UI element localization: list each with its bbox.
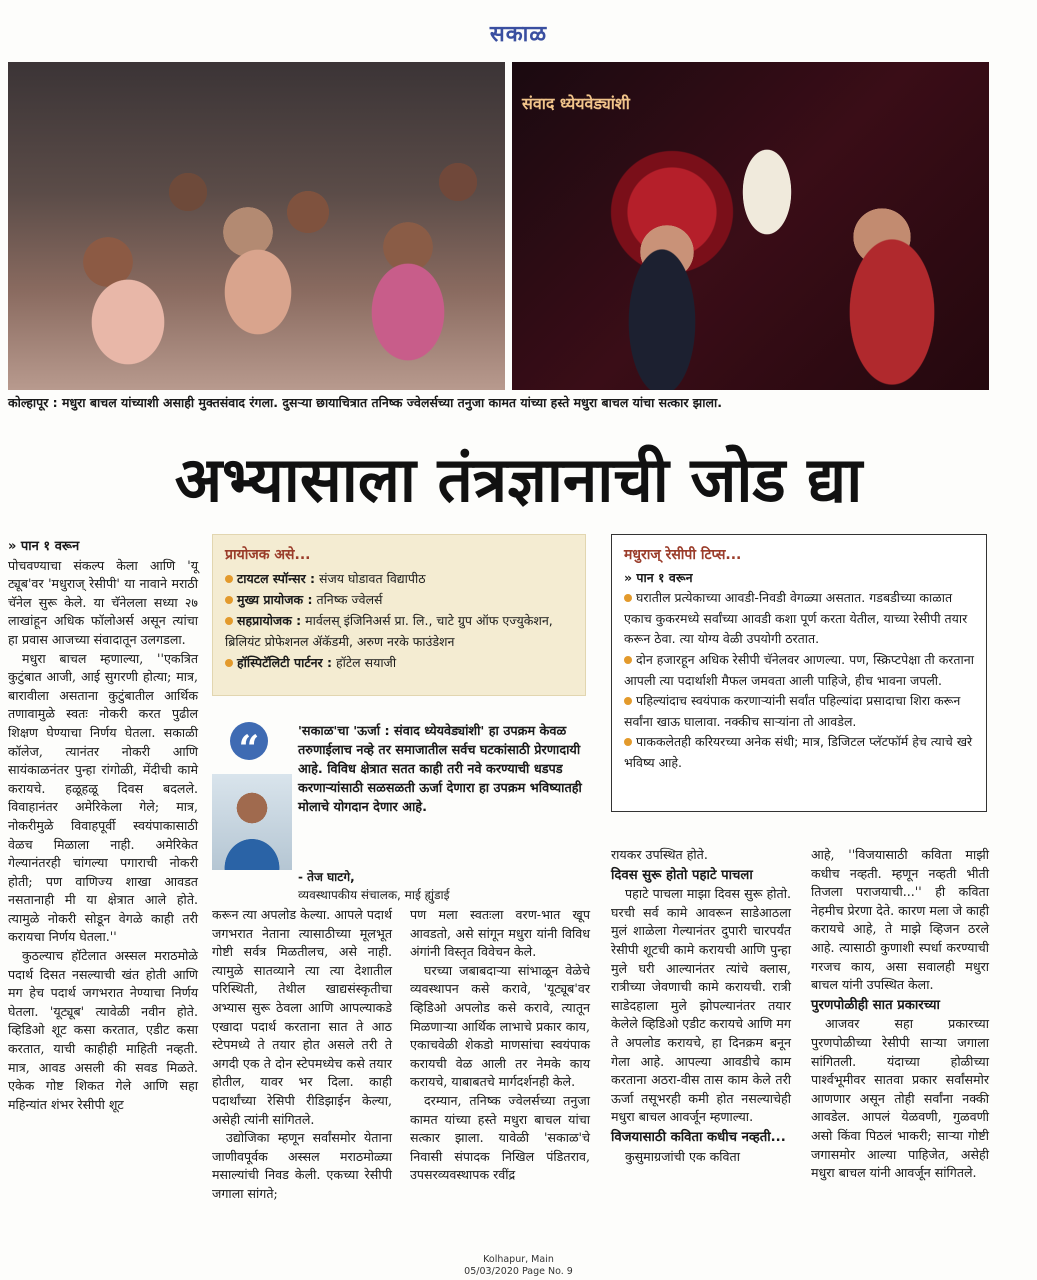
tips-title: मधुराज् रेसीपी टिप्स...: [624, 547, 742, 563]
subheading: दिवस सुरू होतो पहाटे पाचला: [611, 867, 753, 883]
subheading: पुरणपोळीही सात प्रकारच्या: [811, 997, 940, 1013]
date-page-label: 05/03/2020 Page No. 9: [464, 1266, 573, 1277]
bullet-icon: [225, 617, 233, 625]
quote-author: [298, 868, 588, 904]
continued-from-label: » पान १ वरून: [8, 539, 80, 554]
bullet-icon: [225, 575, 233, 583]
page-footer: [0, 1254, 1037, 1278]
sponsor-item: मुख्य प्रायोजक : तनिष्क ज्वेलर्स: [225, 589, 573, 610]
continued-from-label: » पान १ वरून: [624, 569, 693, 585]
paragraph: करून त्या अपलोड केल्या. आपले पदार्थ जगभरात नेताना त्यासाठीच्या मूलभूत गोष्टी सर्वत्र मिळतीलच, असे नाही. त्यामुळे सातव्यानेे त्या त्या देशातील परिस्थिती, तेथील खाद्यसंस्कृतीचा अभ्यास सुरू ठेवला आणि आपल्याकडे एखादा पदार्थ करताना सात ते आठ स्टेपमध्ये ते तयार होत असले तरी ते अगदी एक ते दोन स्टेपमध्येच कसे तयार होतील, यावर भर दिला. काही पदार्थांच्या रेसिपी रीडिझाईन केल्या, असेही त्यांनी सांगितले.: [212, 907, 392, 1127]
bullet-icon: [624, 738, 632, 746]
paragraph: दरम्यान, तनिष्क ज्वेलर्सच्या तनुजा कामत यांच्या हस्ते मधुरा बाचल यांचा सत्कार झाला. यावेळी 'सकाळ'चे निवासी संपादक निखिल पंडितराव, उपसरव्यवस्थापक रवींद्र: [410, 1092, 590, 1183]
quote-mark-icon: “: [230, 722, 268, 760]
bullet-icon: [225, 659, 233, 667]
paragraph: मधुरा बाचल म्हणाल्या, ''एकत्रित कुटुंबात आजी, आई सुगरणी होत्या; मात्र, बारावीला असताना कुटुंबातील आर्थिक तणावामुळे स्वतः नोकरी करत पुढील शिक्षण घेण्याचा निर्णय घेतला. सकाळी कॉलेज, त्यानंतर नोकरी आणि सायंकाळनंतर पुन्हा रांगोळी, मेंदीची कामे करायचे. हळूहळू दिवस बदलले. विवाहानंतर अमेरिकेला गेले; मात्र, नोकरीमुळे विवाहपूर्वी स्वयंपाकासाठी वेळच मिळाला नाही. अमेरिकेत गेल्यानंतरही चांगल्या पगाराची नोकरी होती; पण वाणिज्य शाखा आवडत नसतानाही मी या क्षेत्रात आले होते. त्यामुळे नोकरी सोडून वेगळे काही तरी करायचा निर्णय घेतला.'': [8, 650, 198, 945]
article-headline: अभ्यासाला तंत्रज्ञानाची जोड द्या: [174, 443, 863, 516]
sponsor-item: सहप्रायोजक : मार्वलस् इंजिनिअर्स प्रा. लि., चाटे ग्रुप ऑफ एज्युकेशन, ब्रिलियंट प्रोफेशनल ॲकॅडमी, अरुण नरके फाउंडेशन: [225, 613, 553, 649]
paragraph: पहाटे पाचला माझा दिवस सुरू होतो. घरची सर्व कामे आवरून साडेआठला मुलं शाळेला गेल्यानंतर दुपारी चारपर्यंत रेसीपी शूटची कामे करायची आणि पुन्हा मुले घरी आल्यानंतर त्यांचे क्लास, रात्रीच्या जेवणाची कामे करायची. रात्री साडेदहाला मुले झोपल्यानंतर तयार केलेले व्हिडिओ एडीट करायचे आणि मग ते अपलोड करायचे, हा दिनक्रम बनून गेला आहे. आपल्या आवडीचे काम करताना अठरा-वीस तास काम केले तरी ऊर्जा तसूभरही कमी होत नसल्याचेही मधुरा बाचल आवर्जून म्हणाल्या.: [611, 886, 791, 1125]
bullet-icon: [225, 596, 233, 604]
author-role: व्यवस्थापकीय संचालक, माई ह्युंडाई: [298, 888, 450, 902]
paragraph: आहे, ''विजयासाठी कविता माझी कधीच नव्हती. म्हणून नव्हती भीती तिजला पराजयाची...'' ही कविता नेहमीच प्रेरणा देते. कारण मला जे काही करायचे आहे, ते माझे व्हिजन ठरले आहे. त्यासाठी कुणाशी स्पर्धा करण्याची गरजच काय, असा सवालही मधुरा बाचल यांनी उपस्थित केला.: [811, 847, 989, 993]
tip-item: पाककलेतही करियरच्या अनेक संधी; मात्र, डिजिटल प्लॅटफॉर्म हेच त्याचे खरे भविष्य आहे.: [624, 734, 973, 770]
article-column-4: [611, 846, 791, 1166]
article-column-1: [8, 538, 198, 1114]
paragraph: कुठल्याच हॉटेलात अस्सल मराठमोळे पदार्थ दिसत नसल्याची खंत होती आणि मग हेच पदार्थ जगभरात नेण्याचा निर्णय घेतला. 'यूट्यूब' त्यावेळी नवीन होते. व्हिडिओ शूट कसा करतात, एडीट कसा करतात, याची काहीही माहिती नव्हती. मात्र, आवड असली की सवड मिळते. एकेक गोष्ट शिकत गेले आणि सहा महिन्यांत शंभर रेसीपी शूट: [8, 948, 198, 1112]
tip-item: पहिल्यांदाच स्वयंपाक करणाऱ्यांनी सर्वांत पहिल्यांदा प्रसादाचा शिरा करून सर्वांना खाऊ घालावा. नक्कीच साऱ्यांना तो आवडेल.: [624, 693, 961, 729]
paragraph: उद्योजिका म्हणून सर्वांसमोर येताना जाणीवपूर्वक अस्सल मराठमोळ्या मसाल्यांची निवड केली. एकच्या रेसीपी जगाला सांगते;: [212, 1130, 392, 1201]
author-portrait: [212, 774, 292, 870]
paragraph: पण मला स्वतःला वरण-भात खूप आवडतो, असे सांगून मधुरा यांनी विविध अंगांनी विस्तृत विवेचन केले.: [410, 907, 590, 960]
newspaper-masthead: सकाळ: [489, 22, 548, 47]
bullet-icon: [624, 594, 632, 602]
subheading: विजयासाठी कविता कधीच नव्हती...: [611, 1129, 786, 1145]
quote-text: 'सकाळ'चा 'ऊर्जा : संवाद ध्येयवेड्यांशी' हा उपक्रम केवळ तरुणाईलाच नव्हे तर समाजातील सर्वच घटकांसाठी प्रेरणादायी आहे. विविध क्षेत्रात सतत काही तरी नवे करण्याची धडपड करणाऱ्यांसाठी सळसळती ऊर्जा देणारा हा उपक्रम भविष्यातही मोलाचे योगदान देणार आहे.: [298, 724, 582, 815]
sponsors-box: [212, 534, 586, 696]
photo-caption: कोल्हापूर : मधुरा बाचल यांच्याशी असाही मुक्तसंवाद रंगला. दुसऱ्या छायाचित्रात तनिष्क ज्वेलर्सच्या तनुजा कामत यांच्या हस्ते मधुरा बाचल यांचा सत्कार झाला.: [8, 395, 722, 410]
author-name: - तेज घाटगे,: [298, 870, 355, 884]
bullet-icon: [624, 697, 632, 705]
edition-label: Kolhapur, Main: [483, 1254, 554, 1265]
felicitation-photo: [512, 62, 989, 390]
paragraph: रायकर उपस्थित होते.: [611, 847, 708, 862]
recipe-tips-box: [611, 534, 987, 812]
sponsor-item: टायटल स्पॉन्सर : संजय घोडावत विद्यापीठ: [225, 568, 573, 589]
paragraph: घरच्या जबाबदाऱ्या सांभाळून वेळेचे व्यवस्थापन कसे करावे, 'यूट्यूब'वर व्हिडिओ अपलोड कसे करावे, त्यातून मिळणाऱ्या आर्थिक लाभाचे प्रकार काय, एकाचवेळी शेकडो माणसांचा स्वयंपाक करायची वेळ आली तर नेमके काय करायचे, याबाबतचे मार्गदर्शनही केले.: [410, 962, 590, 1090]
tip-item: दोन हजारहून अधिक रेसीपी चॅनेलवर आणल्या. पण, स्क्रिप्टपेक्षा ती करताना आपली त्या पदार्थाशी मैफल जमवता आली पाहिजे, हीच भावना जपली.: [624, 651, 974, 688]
bullet-icon: [624, 656, 632, 664]
paragraph: कुसुमाग्रजांची एक कविता: [625, 1148, 740, 1164]
sponsors-title: प्रायोजक असे...: [225, 547, 311, 563]
article-column-5: [811, 846, 989, 1183]
tip-item: घरातील प्रत्येकाच्या आवडी-निवडी वेगळ्या असतात. गडबडीच्या काळात एकाच कुकरमध्ये सर्वांच्या आवडी कशा पूर्ण करता येतील, याच्या रेसीपी तयार करून ठेवा. त्या योग्य वेळी उपयोगी ठरतात.: [624, 590, 968, 647]
article-column-3: [410, 906, 590, 1185]
sponsor-item: हॉस्पिटॅलिटी पार्टनर : हॉटेल सयाजी: [225, 652, 573, 673]
paragraph: पोचवण्याचा संकल्प केला आणि 'यू ट्यूब'वर 'मधुराज् रेसीपी' या नावाने मराठी चॅनेल सुरू केले. या चॅनेलला सध्या २७ लाखांहून अधिक फॉलोअर्स असून त्यांचा हा प्रवास आजच्या संवादातून उलगडला.: [8, 557, 198, 647]
article-column-2: [212, 906, 392, 1204]
event-logo-text: संवाद ध्येयवेड्यांशी: [522, 94, 630, 113]
audience-photo: [8, 62, 505, 390]
paragraph: आजवर सहा प्रकारच्या पुरणपोळीच्या रेसीपी साऱ्या जगाला सांगितली. यंदाच्या होळीच्या पार्श्वभूमीवर सातवा प्रकार सर्वांसमोर आणणार असून तोही सर्वांना नक्की आवडेल. आपलं येळवणी, गुळवणी असो किंवा पिठलं भाकरी; साऱ्या गोष्टी जगासमोर आल्या पाहिजेत, असेही मधुरा बाचल यांनी आवर्जून सांगितले.: [811, 1016, 989, 1181]
